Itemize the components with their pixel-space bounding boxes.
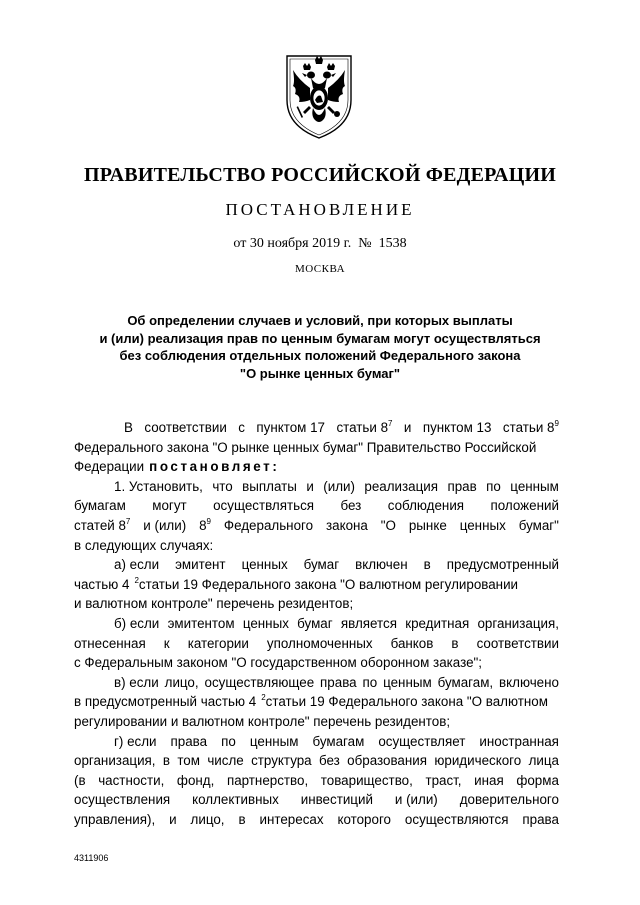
body-line: в предусмотренный частью 4 $^2$статьи 19 Федерального закона "О валютном <box>74 693 548 710</box>
body-line: отнесенная к категории уполномоченных банков в соответствии <box>74 635 559 651</box>
body-line: г) если права по ценным бумагам осуществляет иностранная <box>114 733 559 749</box>
body-line: 1. Установить, что выплаты и (или) реализация прав по ценным <box>114 478 559 494</box>
body-line: бумагам могут осуществляться без соблюдения положений <box>74 498 559 514</box>
body-line: организация, в том числе структура без образования юридического лица <box>74 753 559 769</box>
body-line: регулировании и валютном контроле" перечень резидентов; <box>74 713 451 729</box>
body-line: и валютном контроле" перечень резидентов; <box>74 596 354 612</box>
body-line: управления), и лицо, в интересах которого осуществляются права <box>74 811 559 827</box>
body-line: В соответствии с пунктом 17 статьи $8^7$ и пунктом 13 статьи $8^9$ <box>124 419 559 435</box>
document-date: от 30 ноября 2019 г. <box>233 236 352 251</box>
document-city: МОСКВА <box>294 263 346 275</box>
russian-coat-of-arms-icon <box>281 48 357 140</box>
heading-line: Об определении случаев и условий, при которых выплаты <box>127 313 513 328</box>
heading-line: "О рынке ценных бумаг" <box>239 365 401 381</box>
government-title: ПРАВИТЕЛЬСТВО РОССИЙСКОЙ ФЕДЕРАЦИИ <box>84 164 556 186</box>
document-number: 1538 <box>378 236 407 251</box>
body-line: в) если лицо, осуществляющее права по ценным бумагам, включено <box>114 674 559 690</box>
document-date-number <box>0 236 640 252</box>
body-line: Федерации постановляет: <box>74 457 559 477</box>
number-sign: № <box>358 236 372 251</box>
body-line: б) если эмитентом ценных бумаг является кредитная организация, <box>114 615 559 631</box>
body-line: (в частности, фонд, партнерство, товарищество, траст, иная форма <box>74 772 559 788</box>
body-line: в следующих случаях: <box>74 537 214 553</box>
body-line: с Федеральным законом "О государственном оборонном заказе"; <box>74 655 483 671</box>
heading-line: и (или) реализация прав по ценным бумагам могут осуществляться <box>99 330 541 346</box>
decree-word: постановляет: <box>149 459 280 475</box>
document-type: ПОСТАНОВЛЕНИЕ <box>225 200 415 219</box>
heading-line: без соблюдения отдельных положений Федерального закона <box>119 348 521 363</box>
body-line: Федерального закона "О рынке ценных бумаг" Правительство Российской <box>74 439 537 455</box>
document-code: 4311906 <box>74 853 109 863</box>
document-body <box>74 418 559 829</box>
body-line: осуществления коллективных инвестиций и (или) доверительного <box>74 792 559 808</box>
body-line: частью 4 $^2$статьи 19 Федерального закона "О валютном регулировании <box>74 575 519 592</box>
body-line: а) если эмитент ценных бумаг включен в предусмотренный <box>114 557 559 573</box>
document-heading <box>0 312 640 382</box>
body-line: статей $8^7$ и (или) $8^9$ Федерального закона "О рынке ценных бумаг" <box>74 516 559 533</box>
